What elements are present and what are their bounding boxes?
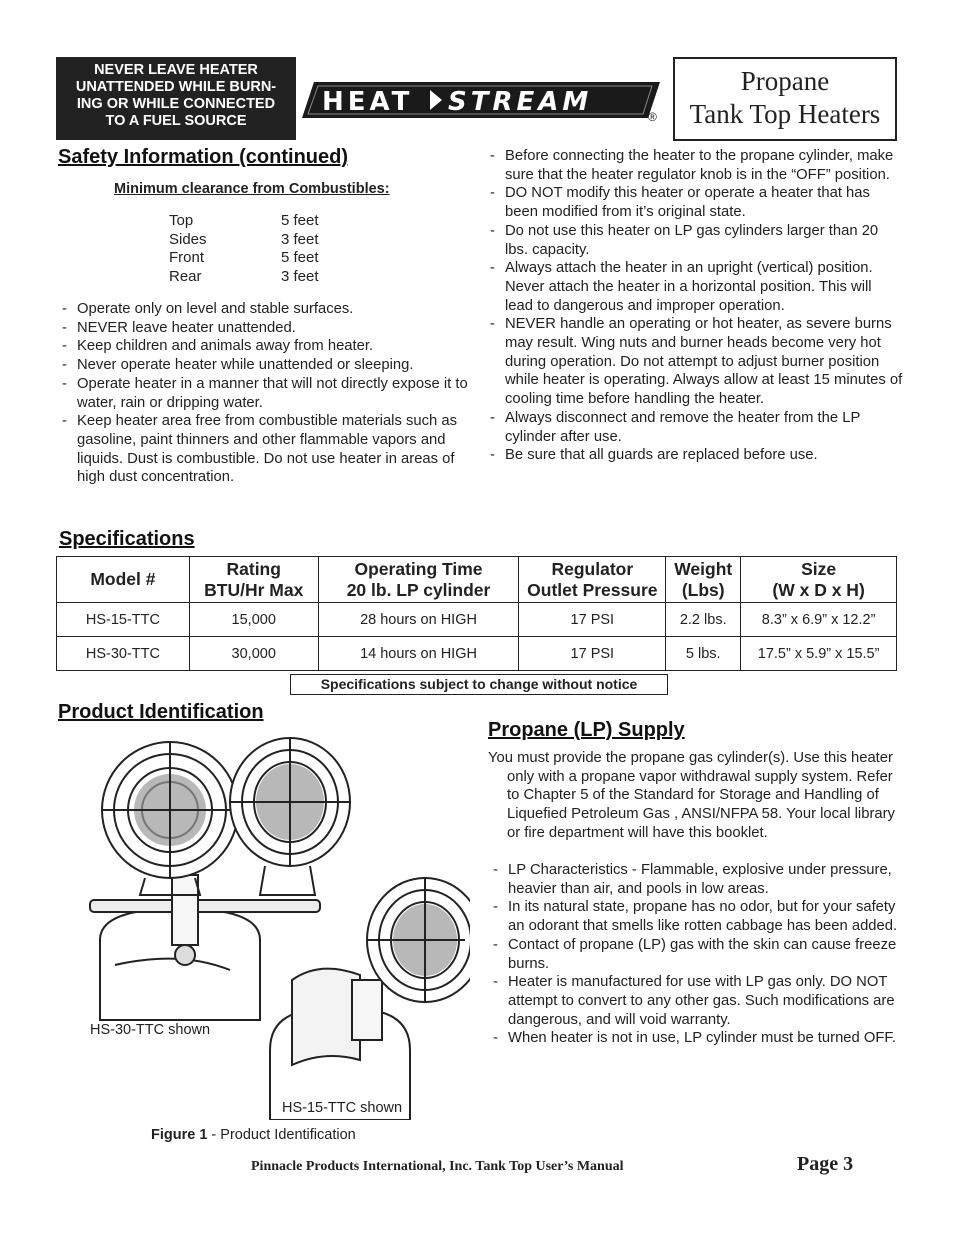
product-illustration [60,730,470,1120]
column-header: Model # [57,557,190,603]
logo-heat-text: HEAT [322,87,414,117]
safety-left-list [57,300,472,487]
list-item: - Contact of propane (LP) gas with the skin can cause freeze burns. [488,936,900,973]
table-row [57,603,897,637]
table-cell: 15,000 [189,603,318,637]
list-item: - Never operate heater while unattended or sleeping. [57,356,472,375]
clearance-value: 5 feet [281,212,319,229]
clearance-value: 3 feet [281,230,319,248]
clearance-value: 5 feet [281,249,319,267]
list-item: - Be sure that all guards are replaced before use. [485,446,903,465]
list-item: - Do not use this heater on LP gas cylinders larger than 20 lbs. capacity. [485,222,903,259]
list-item: - In its natural state, propane has no odor, but for your safety an odorant that smells like rotten cabbage has been added. [488,898,900,935]
list-item: - Heater is manufactured for use with LP gas only. DO NOT attempt to convert to any other gas. Such modifications are dangerous, and will void warranty. [488,973,900,1029]
clearance-table [169,212,319,287]
clearance-side: Front [169,249,205,267]
table-row [57,637,897,671]
table-cell: 28 hours on HIGH [318,603,519,637]
safety-right-list [485,147,903,465]
specifications-table [56,556,897,671]
list-item: - Keep heater area free from combustible materials such as gasoline, paint thinners and other flammable vapors and liquids. Dust is combustible. Do not use heater in areas of high dust concentration. [57,412,472,487]
table-cell: 17 PSI [519,637,666,671]
figure-caption [151,1127,356,1143]
document-title [673,57,897,141]
list-item: - LP Characteristics - Flammable, explosive under pressure, heavier than air, and pools in low areas. [488,861,900,898]
table-cell: 5 lbs. [666,637,741,671]
spec-notice: Specifications subject to change without notice [290,674,668,695]
clearance-side: Sides [169,230,207,248]
lp-supply-list [488,861,900,1048]
column-header: Regulator Outlet Pressure [519,557,666,603]
list-item: - Always attach the heater in an upright (vertical) position. Never attach the heater in a horizontal position. This will lead to dangerous and improper operation. [485,259,903,315]
table-cell: 2.2 lbs. [666,603,741,637]
caption-hs-15: HS-15-TTC shown [282,1100,403,1116]
product-id-heading: Product Identification [58,701,264,723]
specifications-heading: Specifications [59,528,195,550]
clearance-row [169,212,319,231]
warning-line: ING OR WHILE CONNECTED [76,96,276,112]
list-item: - Keep children and animals away from heater. [57,337,472,356]
clearance-side: Rear [169,268,202,286]
warning-line: UNATTENDED WHILE BURN- [75,79,277,95]
table-cell: HS-15-TTC [57,603,190,637]
column-header: Weight (Lbs) [666,557,741,603]
list-item: - NEVER handle an operating or hot heater, as severe burns may result. Wing nuts and burner heads become very hot during operation. Do not attempt to adjust burner position while heater is operating. Always allow at least 15 minutes of cooling time before handling the heater. [485,315,903,409]
figure-label: Figure 1 [151,1127,208,1143]
logo-stream-text: STREAM [448,87,593,117]
title-line: Propane [740,66,830,96]
table-cell: HS-30-TTC [57,637,190,671]
list-item: - When heater is not in use, LP cylinder must be turned OFF. [488,1029,900,1048]
lp-intro-text: You must provide the propane gas cylinder(s). Use this heater only with a propane vapor withdrawal supply system. Refer to Chapter 5 of the Standard for Storage and Handling of Liquefied Petroleum Gas , ANSI/NFPA 58. Your local library or fire department will have this booklet. [488,750,895,841]
safety-heading: Safety Information (continued) [58,146,348,168]
footer-text: Pinnacle Products International, Inc. Tank Top User’s Manual [251,1159,624,1174]
column-header: Rating BTU/Hr Max [189,557,318,603]
registered-mark: ® [648,110,657,124]
figure-text: - Product Identification [207,1127,356,1143]
table-cell: 17 PSI [519,603,666,637]
list-item: - NEVER leave heater unattended. [57,319,472,338]
column-header: Size (W x D x H) [741,557,897,603]
list-item: - Always disconnect and remove the heater from the LP cylinder after use. [485,409,903,446]
clearance-row [169,249,319,268]
heatstream-logo [300,80,662,120]
list-item: - Before connecting the heater to the propane cylinder, make sure that the heater regulator knob is in the “OFF” position. [485,147,903,184]
clearance-row [169,268,319,287]
table-header-row [57,557,897,603]
table-cell: 17.5” x 5.9” x 15.5” [741,637,897,671]
table-cell: 30,000 [189,637,318,671]
table-cell: 8.3” x 6.9” x 12.2” [741,603,897,637]
lp-supply-heading: Propane (LP) Supply [488,719,685,741]
title-line: Tank Top Heaters [689,99,881,129]
list-item: - Operate heater in a manner that will not directly expose it to water, rain or dripping water. [57,375,472,412]
clearance-row [169,231,319,250]
caption-hs-30: HS-30-TTC shown [90,1022,211,1038]
lp-supply-intro [488,749,900,843]
list-item: - Operate only on level and stable surfaces. [57,300,472,319]
list-item: - DO NOT modify this heater or operate a heater that has been modified from it’s original state. [485,184,903,221]
table-cell: 14 hours on HIGH [318,637,519,671]
warning-line: NEVER LEAVE HEATER [94,62,258,78]
column-header: Operating Time 20 lb. LP cylinder [318,557,519,603]
clearance-side: Top [169,212,194,229]
warning-line: TO A FUEL SOURCE [105,113,247,129]
clearance-heading: Minimum clearance from Combustibles: [114,181,390,197]
clearance-value: 3 feet [281,268,319,286]
page-number: Page 3 [797,1153,854,1175]
warning-box [56,57,296,140]
